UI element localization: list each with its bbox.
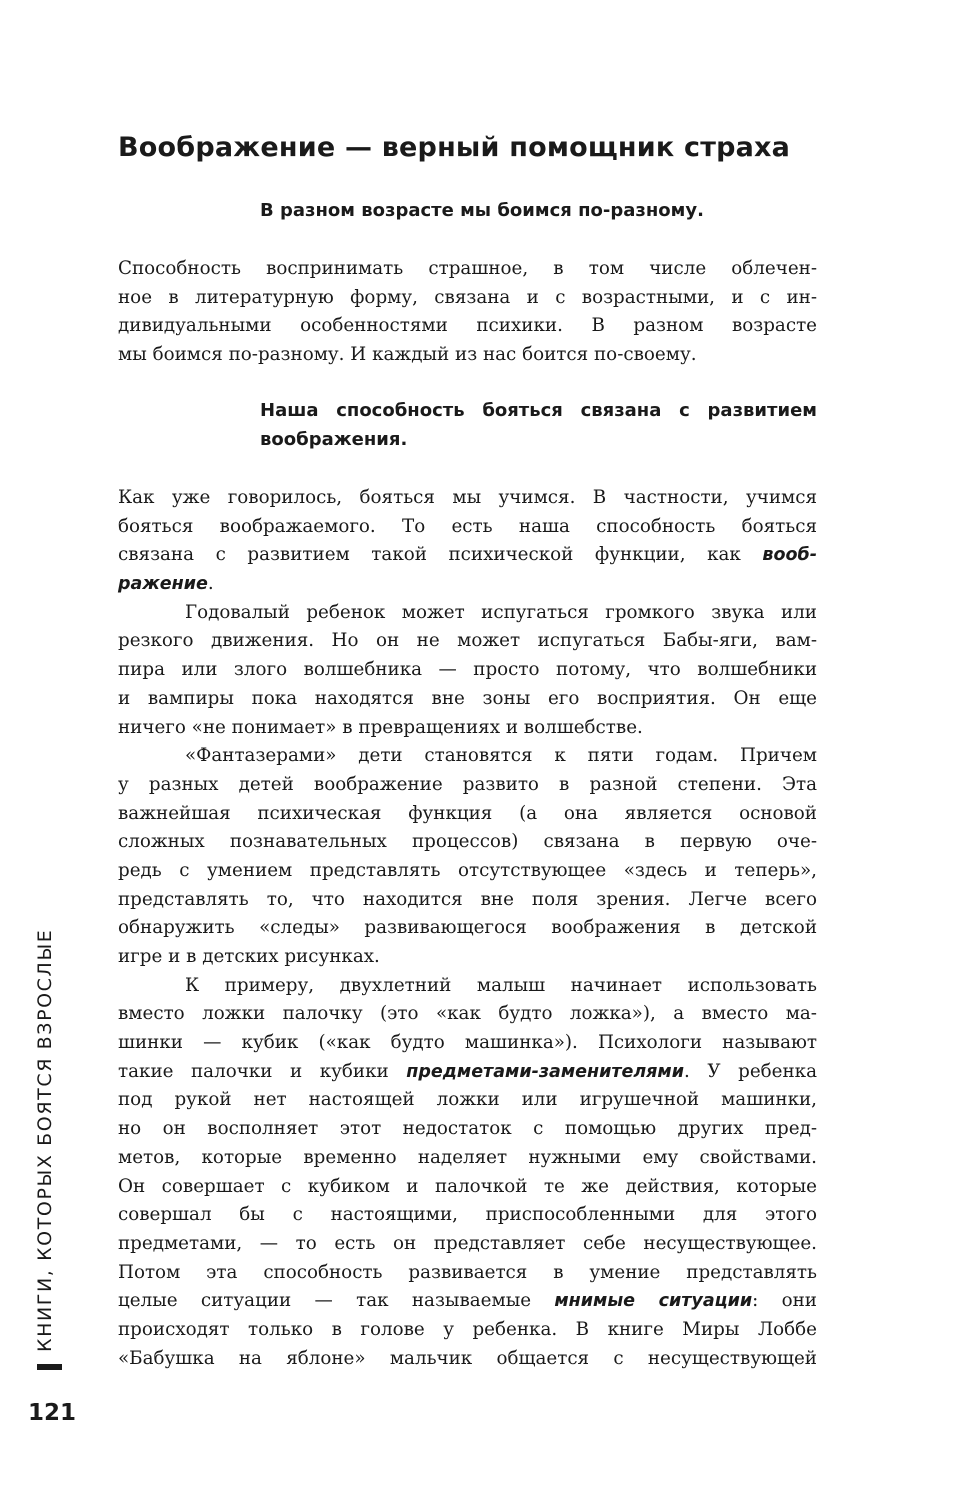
text-line: мы боимся по-разному. И каждый из нас боится по-своему. (118, 344, 697, 366)
text-line: под рукой нет настоящей ложки или игрушечной машинки, (118, 1089, 817, 1111)
main-text (118, 484, 817, 1373)
text-line: важнейшая психическая функция (а она является основой (118, 802, 817, 824)
text-line: представлять то, что находится вне поля зрения. Легче всего (118, 888, 817, 910)
text-line: шинки — кубик («как будто машинка»). Психологи называют (118, 1032, 817, 1054)
margin-bar (37, 1364, 62, 1370)
paragraph-intro (118, 255, 817, 370)
text-line: Потом эта способность развивается в умение представлять (118, 1261, 817, 1283)
text-run: . (207, 573, 214, 595)
text-line: «Фантазерами» дети становятся к пяти годам. Причем (185, 745, 817, 767)
text-run: . У ребенка (683, 1060, 817, 1082)
text-line (118, 541, 817, 570)
text-line: Способность воспринимать страшное, в том числе облечен- (118, 258, 817, 279)
text-line: обнаружить «следы» развивающегося воображения в детской (118, 917, 817, 939)
emphasis-term: мнимые ситуации (554, 1291, 753, 1312)
text-line (118, 1287, 817, 1316)
text-line: дивидуальными особенностями психики. В разном возрасте (118, 315, 817, 337)
text-run: : они (752, 1290, 817, 1312)
running-book-title: КНИГИ, КОТОРЫХ БОЯТСЯ ВЗРОСЛЫЕ (34, 928, 56, 1352)
text-run: связана с развитием такой психической функции, как (118, 544, 763, 566)
subheading-line: Наша способность бояться связана с развитием (260, 400, 817, 421)
text-line: у разных детей воображение развито в разной степени. Эта (118, 773, 817, 795)
text-line: ное в литературную форму, связана и с возрастными, и с ин- (118, 286, 817, 308)
text-line: редь с умением представлять отсутствующее «здесь и теперь», (118, 859, 817, 881)
text-line: «Бабушка на яблоне» мальчик общается с несуществующей (118, 1347, 817, 1369)
text-line: Он совершает с кубиком и палочкой те же действия, которые (118, 1175, 817, 1197)
text-line: К примеру, двухлетний малыш начинает использовать (185, 974, 817, 996)
text-line: ничего «не понимает» в превращениях и волшебстве. (118, 716, 643, 738)
text-line: резкого движения. Но он не может испугаться Бабы-яги, вам- (118, 630, 817, 652)
text-line: совершал бы с настоящими, приспособленными для этого (118, 1204, 817, 1226)
text-line: вместо ложки палочку (это «как будто ложка»), а вместо ма- (118, 1003, 817, 1025)
emphasis-term: ражение (118, 574, 208, 595)
text-run: такие палочки и кубики (118, 1060, 407, 1082)
text-line: бояться воображаемого. То есть наша способность бояться (118, 515, 817, 537)
emphasis-term: предметами-заменителями (406, 1061, 684, 1082)
text-line: Как уже говорилось, бояться мы учимся. В частности, учимся (118, 487, 817, 508)
text-line: игре и в детских рисунках. (118, 946, 380, 967)
emphasis-term: вооб- (762, 545, 817, 566)
subheading-imagination (260, 396, 817, 454)
text-line: предметами, — то есть он представляет себе несуществующее. (118, 1232, 817, 1254)
text-line (118, 1058, 817, 1087)
text-line: метов, которые временно наделяет нужными ему свойствами. (118, 1146, 817, 1168)
text-line: сложных познавательных процессов) связана в первую оче- (118, 831, 817, 853)
text-run: целые ситуации — так называемые (118, 1290, 555, 1312)
chapter-heading: Воображение — верный помощник страха (118, 132, 791, 163)
text-line (118, 570, 817, 599)
text-line: пира или злого волшебника — просто потому, что волшебники (118, 659, 817, 681)
page-number: 121 (28, 1400, 77, 1426)
text-line: и вампиры пока находятся вне зоны его восприятия. Он еще (118, 687, 817, 709)
text-line: происходят только в голове у ребенка. В книге Миры Лоббе (118, 1318, 817, 1340)
text-line: Годовалый ребенок может испугаться громкого звука или (185, 601, 817, 623)
subheading-line: воображения. (260, 429, 408, 450)
text-line: но он восполняет этот недостаток с помощью других пред- (118, 1118, 817, 1140)
subheading-age: В разном возрасте мы боимся по-разному. (260, 200, 704, 221)
